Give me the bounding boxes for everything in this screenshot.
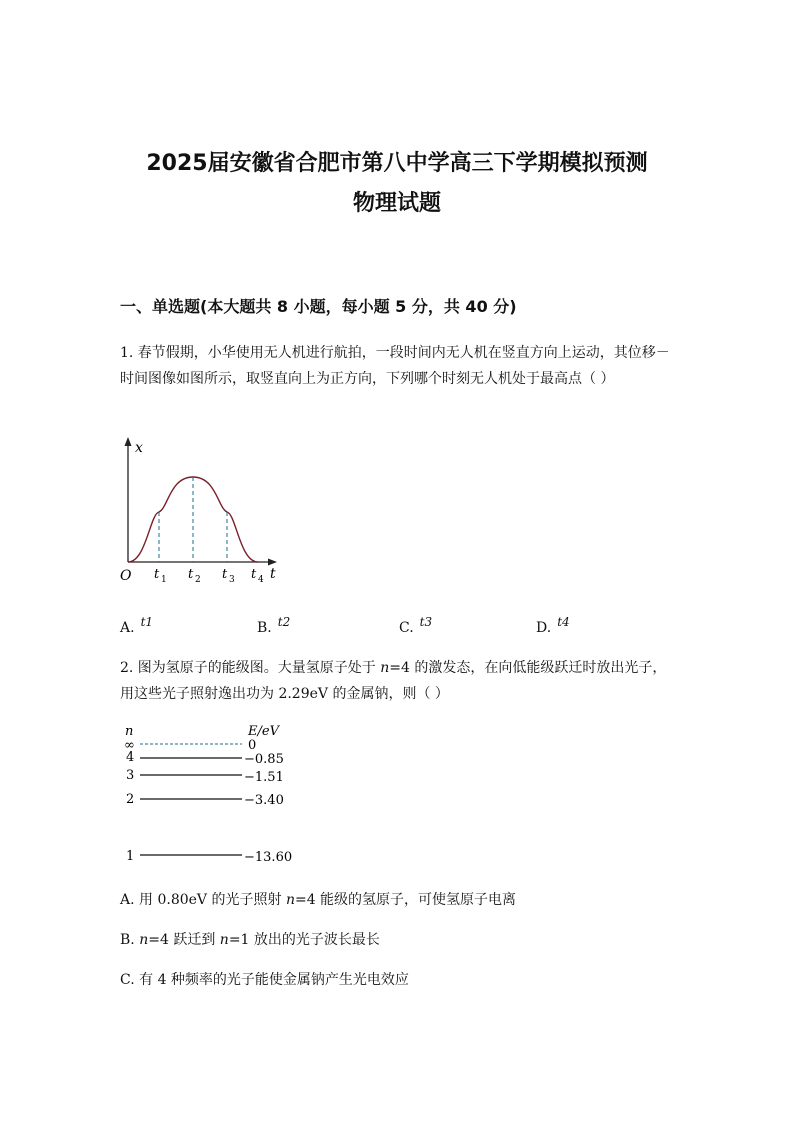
question-2-text: 2. 图为氢原子的能级图。大量氢原子处于 n=4 的激发态，在向低能级跃迁时放出光子，用这些光子照射逸出功为 2.29eV 的金属钠，则（ ） [120,660,667,702]
level-3-energy: −1.51 [244,770,284,785]
level-2-n: 2 [126,792,135,807]
q1-option-c-value: t3 [419,615,433,629]
level-inf-n: ∞ [124,738,135,753]
section-heading: 一、单选题(本大题共 8 小题，每小题 5 分，共 40 分) [120,297,517,316]
level-1-n: 1 [126,849,135,864]
q2-option-c[interactable]: C. 有 4 种频率的光子能使金属钠产生光电效应 [120,972,409,988]
level-4-energy: −0.85 [244,752,284,767]
t4-tick-label: t [251,567,257,582]
q1-option-b[interactable]: B. t2 [257,615,291,636]
t3-tick-sub: 3 [229,575,235,585]
level-3-n: 3 [126,768,135,783]
q2-option-a[interactable]: A. 用 0.80eV 的光子照射 n=4 能级的氢原子，可使氢原子电离 [120,892,517,908]
n-header: n [125,724,134,739]
t3-tick-label: t [222,567,228,582]
t2-tick-sub: 2 [195,575,201,585]
document-title-line-1: 2025届安徽省合肥市第八中学高三下学期模拟预测 [146,151,648,176]
y-axis-label: x [135,440,143,456]
x-axis-label: t [270,566,276,582]
question-1-text: 1. 春节假期，小华使用无人机进行航拍，一段时间内无人机在竖直方向上运动，其位移－时间图像如图所示，取竖直向上为正方向，下列哪个时刻无人机处于最高点（ ） [120,345,670,387]
t1-tick-sub: 1 [161,575,167,585]
q1-option-a-value: t1 [140,615,154,629]
t1-tick-label: t [154,567,160,582]
x-axis-arrow-icon [268,559,277,566]
t4-tick-sub: 4 [258,575,264,585]
level-2-energy: −3.40 [244,793,284,808]
q1-option-d[interactable]: D. t4 [536,615,570,636]
y-axis-arrow-icon [125,437,132,446]
level-1-energy: −13.60 [244,850,293,865]
q1-option-c[interactable]: C. t3 [399,615,433,636]
document-title-line-2: 物理试题 [352,191,441,216]
displacement-time-graph [110,432,290,592]
q1-option-a[interactable]: A. t1 [120,615,154,636]
energy-level-diagram [118,722,308,868]
q1-option-d-value: t4 [557,615,570,629]
origin-label: O [120,568,132,584]
energy-header: E/eV [248,724,279,739]
level-4-n: 4 [126,750,135,765]
q1-option-b-value: t2 [277,615,291,629]
t2-tick-label: t [188,567,194,582]
level-inf-energy: 0 [248,738,257,753]
q2-option-b[interactable]: B. n=4 跃迁到 n=1 放出的光子波长最长 [120,932,380,948]
